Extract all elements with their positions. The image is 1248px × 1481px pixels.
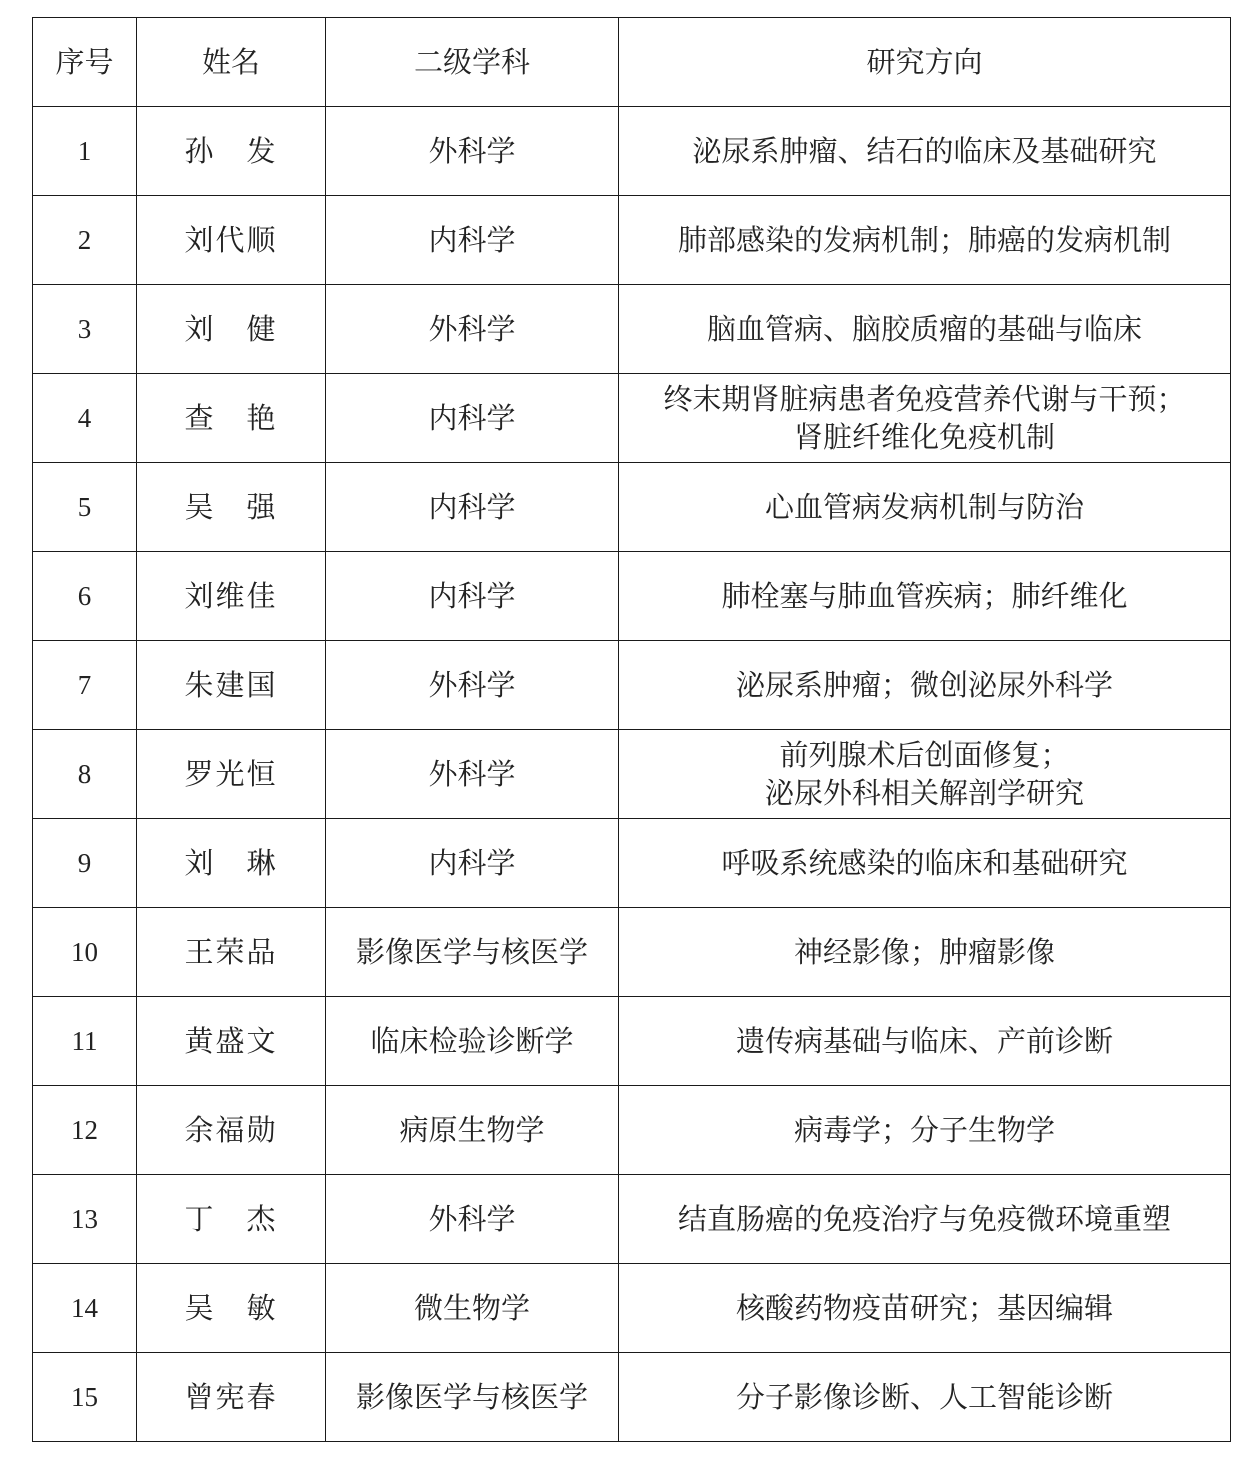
- row-index: 5: [33, 463, 137, 552]
- row-index: 6: [33, 552, 137, 641]
- table-row: [33, 908, 1231, 997]
- row-research: [619, 641, 1231, 730]
- research-line: 结直肠癌的免疫治疗与免疫微环境重塑: [677, 1202, 1171, 1236]
- row-name: 刘 琳: [137, 819, 326, 908]
- table-row: [33, 819, 1231, 908]
- table-row: [33, 997, 1231, 1086]
- row-research: [619, 1353, 1231, 1442]
- row-name: 余福勋: [137, 1086, 326, 1175]
- row-index: 7: [33, 641, 137, 730]
- research-line: 肾脏纤维化免疫机制: [793, 420, 1055, 454]
- row-discipline: 内科学: [326, 196, 619, 285]
- row-index: 12: [33, 1086, 137, 1175]
- research-line: 核酸药物疫苗研究；基因编辑: [735, 1291, 1113, 1325]
- row-discipline: 外科学: [326, 641, 619, 730]
- row-discipline: 微生物学: [326, 1264, 619, 1353]
- row-index: 2: [33, 196, 137, 285]
- header-research: 研究方向: [619, 18, 1231, 107]
- row-index: 15: [33, 1353, 137, 1442]
- row-research: [619, 107, 1231, 196]
- row-index: 11: [33, 997, 137, 1086]
- row-research: [619, 1175, 1231, 1264]
- research-line: 肺部感染的发病机制；肺癌的发病机制: [677, 223, 1171, 257]
- row-discipline: 病原生物学: [326, 1086, 619, 1175]
- research-line: 终末期肾脏病患者免疫营养代谢与干预；: [663, 382, 1186, 416]
- table-row: [33, 285, 1231, 374]
- row-research: [619, 285, 1231, 374]
- row-index: 10: [33, 908, 137, 997]
- row-index: 14: [33, 1264, 137, 1353]
- row-research: [619, 196, 1231, 285]
- row-research: [619, 1086, 1231, 1175]
- table-row: [33, 552, 1231, 641]
- row-research: [619, 819, 1231, 908]
- row-discipline: 外科学: [326, 1175, 619, 1264]
- row-name: 吴 敏: [137, 1264, 326, 1353]
- row-research: [619, 997, 1231, 1086]
- row-index: 13: [33, 1175, 137, 1264]
- row-research: [619, 374, 1231, 463]
- row-discipline: 临床检验诊断学: [326, 997, 619, 1086]
- row-discipline: 影像医学与核医学: [326, 1353, 619, 1442]
- row-discipline: 外科学: [326, 107, 619, 196]
- row-index: 8: [33, 730, 137, 819]
- row-name: 孙 发: [137, 107, 326, 196]
- row-research: [619, 1264, 1231, 1353]
- research-line: 前列腺术后创面修复；: [779, 738, 1070, 772]
- row-discipline: 影像医学与核医学: [326, 908, 619, 997]
- research-line: 分子影像诊断、人工智能诊断: [735, 1380, 1113, 1414]
- row-discipline: 外科学: [326, 730, 619, 819]
- table-row: [33, 730, 1231, 819]
- row-index: 1: [33, 107, 137, 196]
- row-name: 刘维佳: [137, 552, 326, 641]
- table-row: [33, 1175, 1231, 1264]
- row-name: 朱建国: [137, 641, 326, 730]
- table-row: [33, 1353, 1231, 1442]
- row-name: 王荣品: [137, 908, 326, 997]
- header-index: 序号: [33, 18, 137, 107]
- research-line: 遗传病基础与临床、产前诊断: [735, 1024, 1113, 1058]
- row-name: 刘 健: [137, 285, 326, 374]
- row-discipline: 内科学: [326, 819, 619, 908]
- row-index: 9: [33, 819, 137, 908]
- research-line: 病毒学；分子生物学: [793, 1113, 1055, 1147]
- table-row: [33, 196, 1231, 285]
- row-name: 罗光恒: [137, 730, 326, 819]
- row-name: 曾宪春: [137, 1353, 326, 1442]
- research-line: 泌尿系肿瘤；微创泌尿外科学: [735, 668, 1113, 702]
- row-name: 查 艳: [137, 374, 326, 463]
- supervisor-table: [32, 17, 1231, 1442]
- header-discipline: 二级学科: [326, 18, 619, 107]
- row-name: 吴 强: [137, 463, 326, 552]
- research-line: 泌尿系肿瘤、结石的临床及基础研究: [692, 134, 1157, 168]
- row-name: 丁 杰: [137, 1175, 326, 1264]
- research-line: 脑血管病、脑胶质瘤的基础与临床: [706, 312, 1142, 346]
- row-research: [619, 463, 1231, 552]
- row-index: 4: [33, 374, 137, 463]
- table-row: [33, 463, 1231, 552]
- row-research: [619, 730, 1231, 819]
- table-row: [33, 1086, 1231, 1175]
- table-row: [33, 374, 1231, 463]
- row-discipline: 内科学: [326, 552, 619, 641]
- table-row: [33, 107, 1231, 196]
- research-line: 呼吸系统感染的临床和基础研究: [721, 846, 1128, 880]
- header-name: 姓名: [137, 18, 326, 107]
- row-name: 黄盛文: [137, 997, 326, 1086]
- research-line: 肺栓塞与肺血管疾病；肺纤维化: [721, 579, 1128, 613]
- research-line: 神经影像；肿瘤影像: [793, 935, 1055, 969]
- research-line: 泌尿外科相关解剖学研究: [764, 776, 1084, 810]
- header-row: [33, 18, 1231, 107]
- row-name: 刘代顺: [137, 196, 326, 285]
- row-discipline: 内科学: [326, 463, 619, 552]
- row-research: [619, 908, 1231, 997]
- table-row: [33, 1264, 1231, 1353]
- research-line: 心血管病发病机制与防治: [764, 490, 1084, 524]
- row-research: [619, 552, 1231, 641]
- row-discipline: 外科学: [326, 285, 619, 374]
- row-discipline: 内科学: [326, 374, 619, 463]
- table-body: [33, 107, 1231, 1442]
- table-row: [33, 641, 1231, 730]
- row-index: 3: [33, 285, 137, 374]
